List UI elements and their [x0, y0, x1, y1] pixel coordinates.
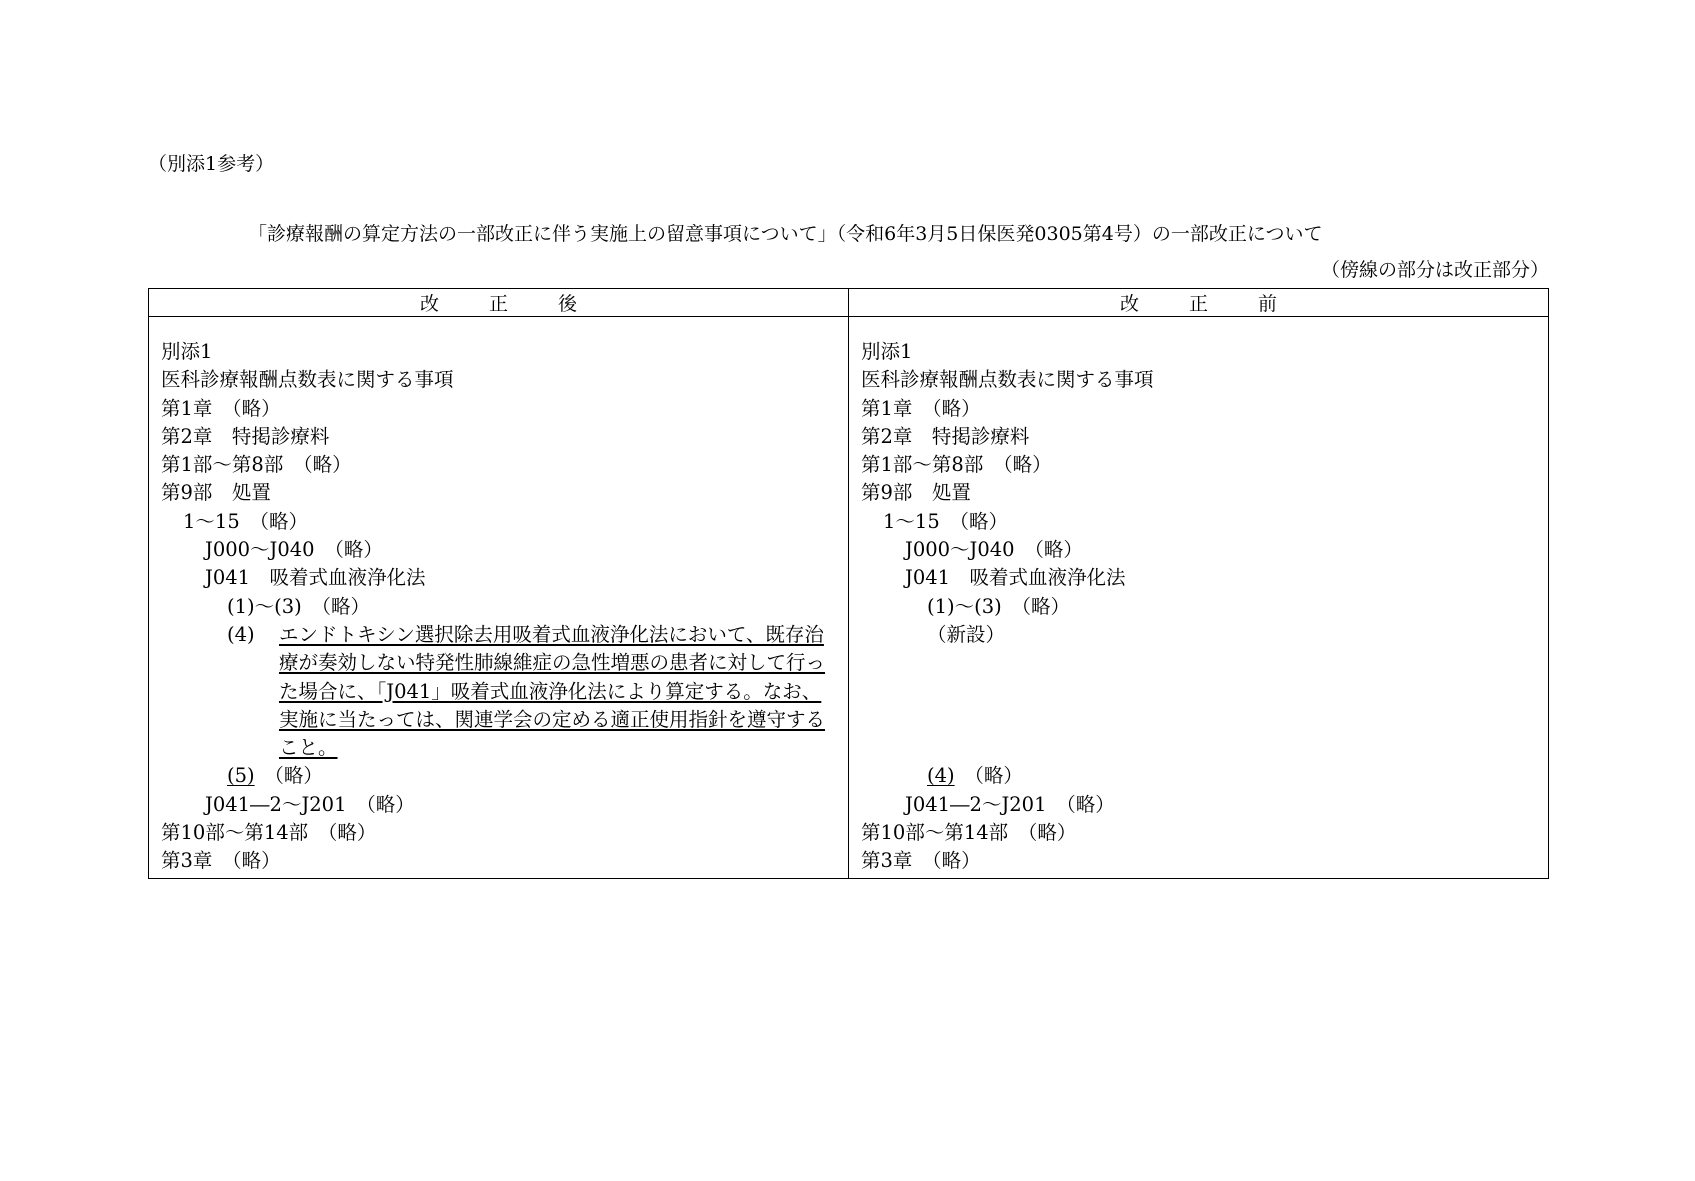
paragraph-4-text: エンドトキシン選択除去用吸着式血液浄化法において、既存治療が奏効しない特発性肺線維症の急性増悪の患者に対して行った場合に、「J041」吸着式血液浄化法により算定する。なお、実施に当たっては、関連学会の定める適正使用指針を遵守すること。 — [279, 622, 826, 760]
table-body-row — [149, 317, 1549, 879]
document-title: 「診療報酬の算定方法の一部改正に伴う実施上の留意事項について」（令和6年3月5日保医発0305第4号）の一部改正について — [248, 223, 1323, 245]
item4-number: (4) — [927, 764, 955, 788]
before-line-j041-2-j201: J041―2～J201 （略） — [905, 792, 1115, 816]
before-line-part9: 第9部 処置 — [861, 481, 971, 505]
item5-number: (5) — [227, 764, 255, 788]
paragraph-4-number: (4) — [227, 622, 255, 646]
after-line-part9: 第9部 処置 — [161, 481, 271, 505]
after-line-item5 — [161, 762, 838, 790]
before-line-chapter3: 第3章 （略） — [861, 849, 981, 873]
before-line-parts10-14: 第10部～第14部 （略） — [861, 820, 1077, 844]
after-line-attachment: 別添1 — [161, 340, 213, 363]
after-line-items1-15: 1～15 （略） — [183, 509, 308, 533]
after-line-parts10-14: 第10部～第14部 （略） — [161, 821, 377, 845]
before-blank-space — [861, 649, 1538, 762]
before-line-item4 — [861, 762, 1538, 790]
before-line-parts1-8: 第1部～第8部 （略） — [861, 453, 1052, 477]
after-line-j041: J041 吸着式血液浄化法 — [205, 566, 426, 590]
before-line-j000-j040: J000～J040 （略） — [905, 538, 1083, 562]
underline-note: （傍線の部分は改正部分） — [1320, 259, 1549, 281]
after-line-chapter2: 第2章 特掲診療料 — [161, 424, 330, 448]
before-line-items1-15: 1～15 （略） — [883, 509, 1008, 533]
header-after-revision: 改正後 — [149, 289, 849, 317]
before-line-chapter1: 第1章 （略） — [861, 396, 981, 420]
before-revision-column — [849, 317, 1549, 879]
before-line-heading: 医科診療報酬点数表に関する事項 — [861, 368, 1154, 392]
before-line-new-established: （新設） — [927, 622, 1006, 646]
after-line-parts1-8: 第1部～第8部 （略） — [161, 453, 352, 477]
header-before-revision: 改正前 — [849, 289, 1549, 317]
comparison-table — [148, 288, 1549, 879]
before-line-items1-3: (1)～(3) （略） — [927, 594, 1070, 618]
before-line-j041: J041 吸着式血液浄化法 — [905, 566, 1126, 590]
before-line-chapter2: 第2章 特掲診療料 — [861, 424, 1030, 448]
after-new-paragraph-4 — [161, 621, 838, 762]
after-line-j041-2-j201: J041―2～J201 （略） — [205, 792, 415, 816]
before-line-attachment: 別添1 — [861, 340, 913, 363]
item5-omitted: （略） — [274, 764, 323, 788]
after-line-j000-j040: J000～J040 （略） — [205, 538, 383, 562]
attachment-reference-tag: （別添1参考） — [148, 153, 275, 175]
table-header-row — [149, 289, 1549, 317]
after-revision-column — [149, 317, 849, 879]
after-line-chapter1: 第1章 （略） — [161, 396, 281, 420]
item4-omitted: （略） — [974, 764, 1023, 788]
after-line-heading: 医科診療報酬点数表に関する事項 — [161, 368, 454, 392]
after-line-items1-3: (1)～(3) （略） — [227, 594, 370, 618]
after-line-chapter3: 第3章 （略） — [161, 849, 281, 873]
